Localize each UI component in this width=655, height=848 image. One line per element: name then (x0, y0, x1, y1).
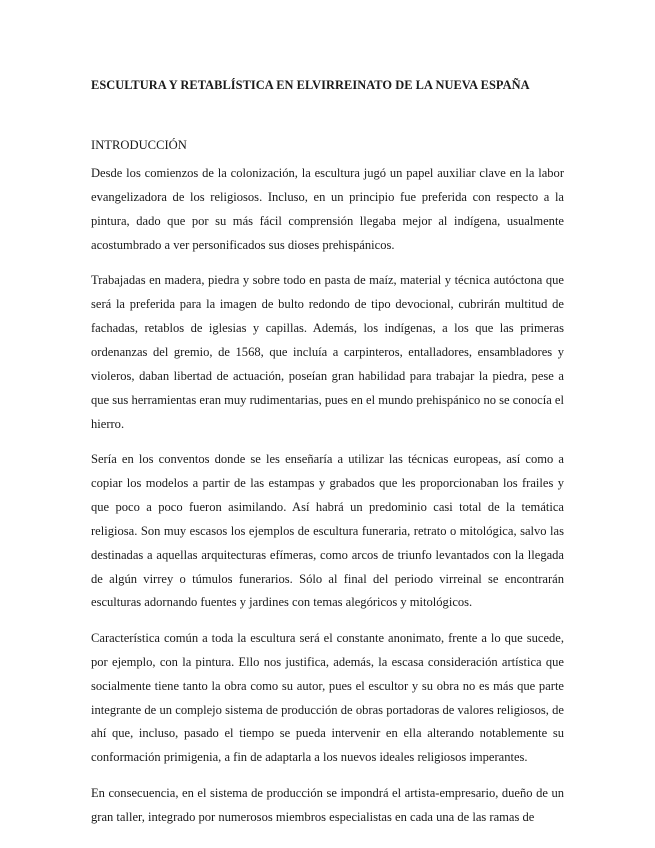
document-title: ESCULTURA Y RETABLÍSTICA EN ELVIRREINATO DE LA NUEVA ESPAÑA (91, 78, 530, 92)
body-text (91, 162, 564, 841)
paragraph: Desde los comienzos de la colonización, la escultura jugó un papel auxiliar clave en la labor evangelizadora de los religiosos. Incluso, en un principio fue preferida con respecto a la pintura, dado que por su más fácil comprensión llegaba mejor al indígena, usualmente acostumbrado a ver personificados sus dioses prehispánicos. (91, 166, 564, 252)
section-heading-introduccion: INTRODUCCIÓN (91, 138, 187, 152)
paragraph: Sería en los conventos donde se les enseñaría a utilizar las técnicas europeas, así como a copiar los modelos a partir de las estampas y grabados que les proporcionaban los frailes y que poco a poco fueron asimilando. Así habrá un predominio casi total de la temática religiosa. Son muy escasos los ejemplos de escultura funeraria, retrato o mitológica, salvo las destinadas a aquellas arquitecturas efímeras, como arcos de triunfo levantados con la llegada de algún virrey o túmulos funerarios. Sólo al final del periodo virreinal se encontrarán esculturas adornando fuentes y jardines con temas alegóricos y mitológicos. (91, 451, 564, 610)
paragraph: Característica común a toda la escultura será el constante anonimato, frente a lo que sucede, por ejemplo, con la pintura. Ello nos justifica, además, la escasa consideración artística que socialmente tiene tanto la obra como su autor, pues el escultor y su obra no es más que parte integrante de un complejo sistema de producción de obras portadoras de valores religiosos, de ahí que, incluso, pasado el tiempo se pueda intervenir en ella alterando notablemente su conformación primigenia, a fin de adaptarla a los nuevos ideales religiosos imperantes. (91, 630, 564, 765)
paragraph: Trabajadas en madera, piedra y sobre todo en pasta de maíz, material y técnica autóctona que será la preferida para la imagen de bulto redondo de tipo devocional, cubrirán multitud de fachadas, retablos de iglesias y capillas. Además, los indígenas, a los que las primeras ordenanzas del gremio, de 1568, que incluía a carpinteros, entalladores, ensambladores y violeros, daban libertad de actuación, poseían gran habilidad para trabajar la piedra, pese a que sus herramientas eran muy rudimentarias, pues en el mundo prehispánico no se conocía el hierro. (91, 273, 564, 431)
paragraph: En consecuencia, en el sistema de producción se impondrá el artista-empresario, dueño de un gran taller, integrado por numerosos miembros especialistas en cada una de las ramas de (91, 785, 564, 824)
